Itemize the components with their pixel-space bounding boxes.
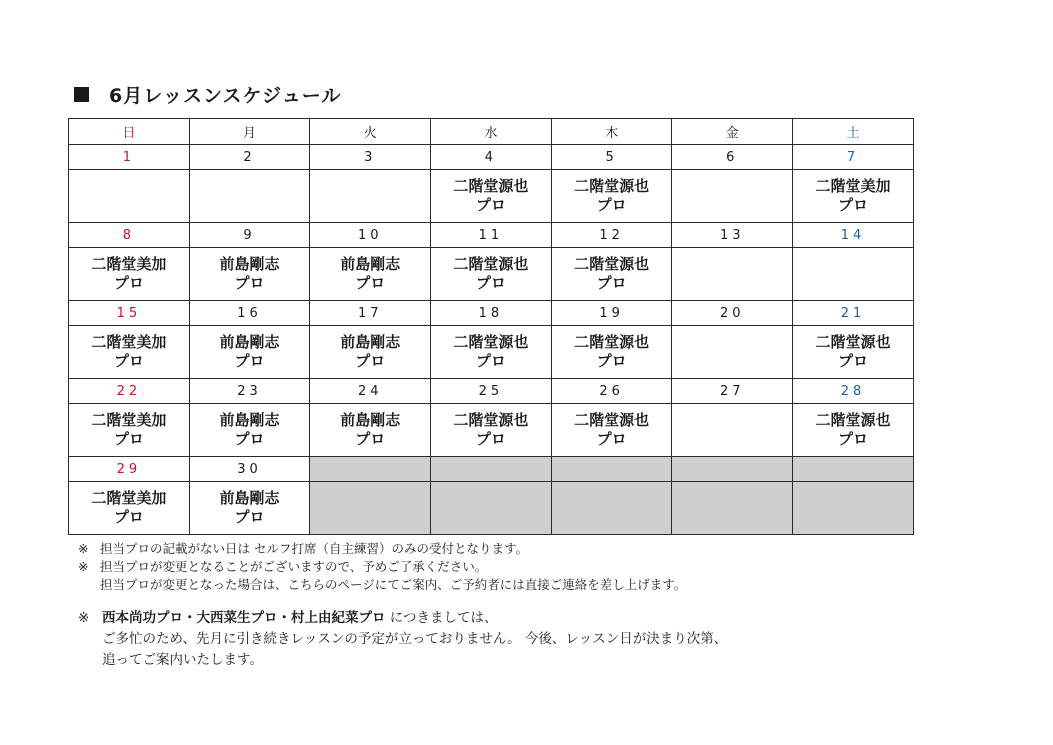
instructor-title: プロ	[234, 508, 265, 526]
date-cell: 11	[431, 223, 552, 248]
instructor-name: 二階堂源也	[574, 333, 650, 351]
instructor-name: 前島剛志	[340, 333, 401, 351]
lesson-cell	[189, 404, 310, 457]
empty-lesson-cell	[551, 482, 672, 535]
lesson-row	[69, 482, 914, 535]
date-cell: 19	[551, 301, 672, 326]
instructor-title: プロ	[475, 274, 506, 292]
instructor-name: 二階堂源也	[453, 333, 529, 351]
date-cell: 13	[672, 223, 793, 248]
instructor-name: 二階堂美加	[91, 255, 167, 273]
notice-line-2: ご多忙のため、先月に引き続きレッスンの予定が立っておりません。 今後、レッスン日が決まり次第、	[102, 631, 728, 647]
empty-lesson-cell	[310, 482, 431, 535]
date-cell: 30	[189, 457, 310, 482]
lesson-cell	[189, 248, 310, 301]
instructor-name: 二階堂源也	[453, 411, 529, 429]
note-mark: ※	[78, 541, 89, 556]
date-cell: 28	[793, 379, 914, 404]
date-cell: 23	[189, 379, 310, 404]
instructor-name: 前島剛志	[219, 411, 280, 429]
lesson-calendar	[68, 118, 914, 535]
notice-line-1	[78, 608, 727, 629]
instructor-title: プロ	[234, 352, 265, 370]
instructor-name: 二階堂源也	[453, 177, 529, 195]
weekday-mon: 月	[189, 119, 310, 145]
date-cell: 29	[69, 457, 190, 482]
instructor-name: 前島剛志	[219, 333, 280, 351]
lesson-row	[69, 326, 914, 379]
date-cell: 10	[310, 223, 431, 248]
lesson-cell	[189, 482, 310, 535]
date-cell: 6	[672, 145, 793, 170]
date-cell: 2	[189, 145, 310, 170]
instructor-title: プロ	[837, 430, 868, 448]
instructor-name: 二階堂源也	[815, 411, 891, 429]
date-cell: 26	[551, 379, 672, 404]
instructor-title: プロ	[596, 352, 627, 370]
lesson-cell	[69, 482, 190, 535]
date-cell: 8	[69, 223, 190, 248]
date-row	[69, 301, 914, 326]
lesson-row	[69, 170, 914, 223]
instructor-name: 二階堂源也	[574, 255, 650, 273]
instructor-title: プロ	[355, 274, 386, 292]
instructor-title: プロ	[234, 274, 265, 292]
note-2-text: 担当プロが変更となることがございますので、予めご了承ください。	[100, 559, 488, 574]
instructor-title: プロ	[475, 196, 506, 214]
date-cell: 18	[431, 301, 552, 326]
weekday-thu: 木	[551, 119, 672, 145]
date-cell: 20	[672, 301, 793, 326]
lesson-cell	[310, 404, 431, 457]
instructor-name: 二階堂源也	[574, 411, 650, 429]
date-cell: 25	[431, 379, 552, 404]
instructor-title: プロ	[355, 352, 386, 370]
instructor-name: 前島剛志	[219, 255, 280, 273]
date-cell: 17	[310, 301, 431, 326]
weekday-fri: 金	[672, 119, 793, 145]
instructor-title: プロ	[475, 430, 506, 448]
lesson-cell	[793, 404, 914, 457]
notice-lead: につきましては、	[389, 610, 498, 626]
lesson-cell	[672, 326, 793, 379]
empty-lesson-cell	[793, 482, 914, 535]
empty-date-cell	[310, 457, 431, 482]
lesson-cell	[69, 326, 190, 379]
note-1-text: 担当プロの記載がない日は セルフ打席（自主練習）のみの受付となります。	[100, 541, 528, 556]
instructor-name: 二階堂美加	[91, 489, 167, 507]
instructor-name: 二階堂美加	[815, 177, 891, 195]
lesson-cell	[551, 248, 672, 301]
lesson-cell	[431, 170, 552, 223]
empty-date-cell	[672, 457, 793, 482]
instructor-name: 前島剛志	[340, 411, 401, 429]
page-title	[74, 81, 341, 107]
date-cell: 16	[189, 301, 310, 326]
empty-date-cell	[793, 457, 914, 482]
instructor-title: プロ	[596, 430, 627, 448]
instructor-name: 前島剛志	[219, 489, 280, 507]
date-cell: 5	[551, 145, 672, 170]
lesson-row	[69, 404, 914, 457]
notice-names: 西本尚功プロ・大西菜生プロ・村上由紀菜プロ	[102, 610, 386, 626]
square-bullet-icon	[74, 87, 89, 102]
date-row	[69, 223, 914, 248]
date-cell: 7	[793, 145, 914, 170]
weekday-tue: 火	[310, 119, 431, 145]
instructor-name: 二階堂源也	[815, 333, 891, 351]
date-cell: 21	[793, 301, 914, 326]
notes	[78, 540, 686, 594]
lesson-cell	[189, 170, 310, 223]
weekday-sat: 土	[793, 119, 914, 145]
date-row	[69, 457, 914, 482]
instructor-title: プロ	[837, 352, 868, 370]
date-cell: 15	[69, 301, 190, 326]
lesson-cell	[189, 326, 310, 379]
date-row	[69, 379, 914, 404]
lesson-cell	[310, 326, 431, 379]
note-2-sub-text: 担当プロが変更となった場合は、こちらのページにてご案内、ご予約者には直接ご連絡を差し上げます。	[100, 577, 687, 592]
weekday-sun: 日	[69, 119, 190, 145]
notice-line-3: 追ってご案内いたします。	[102, 652, 263, 668]
lesson-cell	[551, 326, 672, 379]
lesson-cell	[793, 170, 914, 223]
lesson-cell	[69, 404, 190, 457]
instructor-title: プロ	[113, 274, 144, 292]
lesson-cell	[310, 248, 431, 301]
title-text: 6月レッスンスケジュール	[109, 84, 342, 107]
instructor-title: プロ	[355, 430, 386, 448]
lesson-cell	[69, 170, 190, 223]
lesson-cell	[431, 404, 552, 457]
date-cell: 12	[551, 223, 672, 248]
instructor-title: プロ	[475, 352, 506, 370]
instructor-title: プロ	[113, 430, 144, 448]
instructor-name: 二階堂美加	[91, 333, 167, 351]
note-2	[78, 558, 686, 576]
empty-date-cell	[551, 457, 672, 482]
date-cell: 27	[672, 379, 793, 404]
date-cell: 4	[431, 145, 552, 170]
date-cell: 22	[69, 379, 190, 404]
note-mark: ※	[78, 559, 89, 574]
lesson-cell	[551, 170, 672, 223]
lesson-cell	[431, 326, 552, 379]
instructor-title: プロ	[837, 196, 868, 214]
instructor-name: 前島剛志	[340, 255, 401, 273]
date-cell: 1	[69, 145, 190, 170]
instructor-name: 二階堂源也	[453, 255, 529, 273]
lesson-cell	[672, 170, 793, 223]
date-cell: 14	[793, 223, 914, 248]
lesson-cell	[793, 326, 914, 379]
notice-mark: ※	[78, 610, 90, 626]
instructor-title: プロ	[113, 352, 144, 370]
lesson-cell	[672, 248, 793, 301]
instructor-title: プロ	[596, 196, 627, 214]
instructor-name: 二階堂源也	[574, 177, 650, 195]
empty-lesson-cell	[431, 482, 552, 535]
lesson-cell	[672, 404, 793, 457]
weekday-wed: 水	[431, 119, 552, 145]
lesson-cell	[793, 248, 914, 301]
lesson-cell	[69, 248, 190, 301]
instructor-name: 二階堂美加	[91, 411, 167, 429]
instructor-notice	[78, 608, 727, 671]
lesson-cell	[310, 170, 431, 223]
instructor-title: プロ	[234, 430, 265, 448]
lesson-cell	[431, 248, 552, 301]
note-1	[78, 540, 686, 558]
empty-lesson-cell	[672, 482, 793, 535]
lesson-row	[69, 248, 914, 301]
date-cell: 9	[189, 223, 310, 248]
lesson-cell	[551, 404, 672, 457]
date-row	[69, 145, 914, 170]
instructor-title: プロ	[113, 508, 144, 526]
date-cell: 24	[310, 379, 431, 404]
date-cell: 3	[310, 145, 431, 170]
instructor-title: プロ	[596, 274, 627, 292]
weekday-header-row	[69, 119, 914, 145]
empty-date-cell	[431, 457, 552, 482]
